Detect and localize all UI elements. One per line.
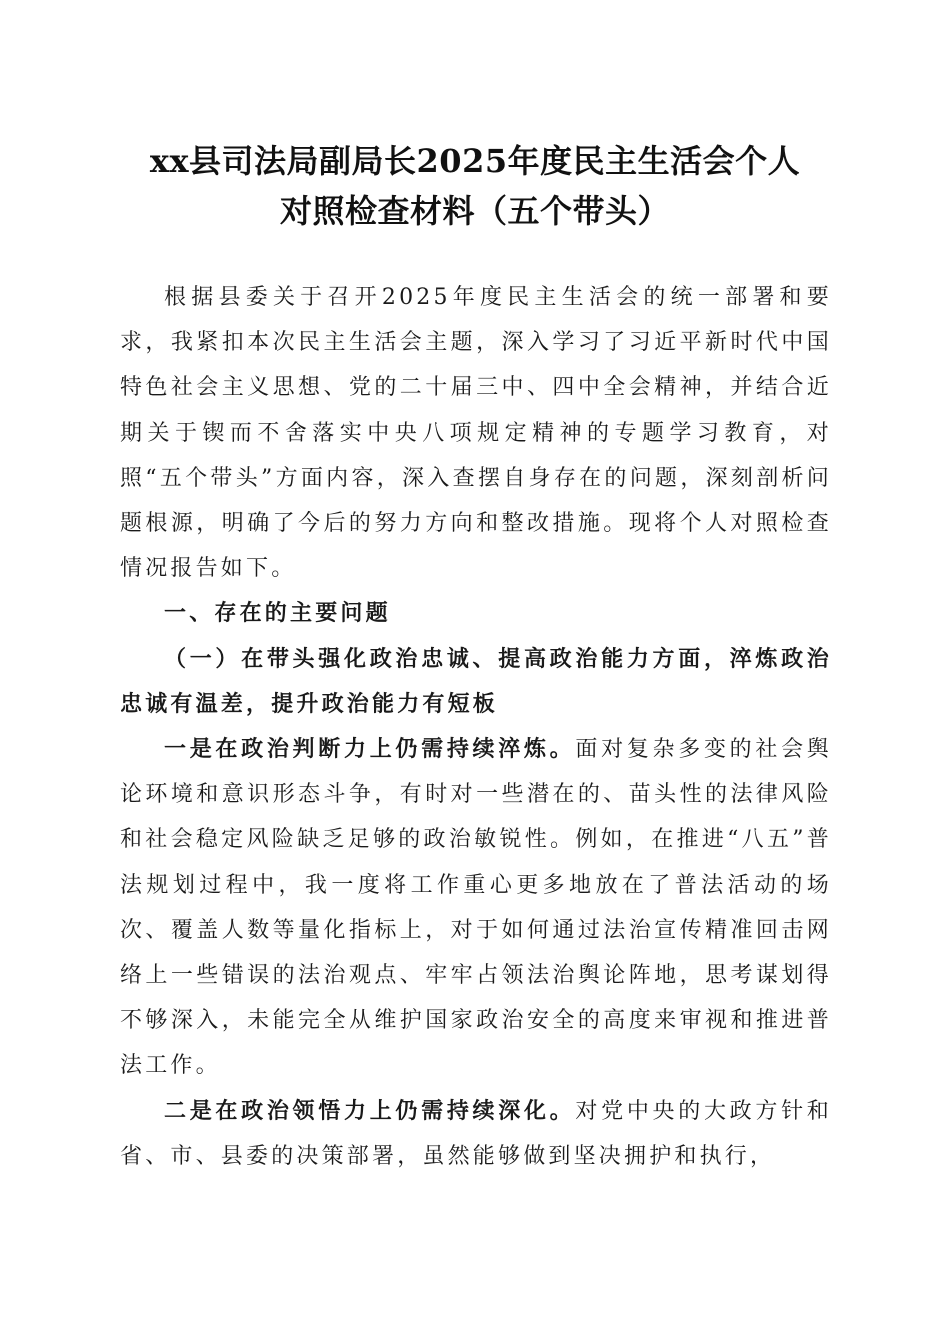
problem-paragraph-1 bbox=[120, 727, 832, 1089]
problem-1-lead: 一是在政治判断力上仍需持续淬炼。 bbox=[164, 736, 576, 763]
document-title bbox=[100, 136, 850, 236]
intro-paragraph: 根据县委关于召开2025年度民主生活会的统一部署和要求，我紧扣本次民主生活会主题，深入学习了习近平新时代中国特色社会主义思想、党的二十届三中、四中全会精神，并结合近期关于锲而不舍落实中央八项规定精神的专题学习教育，对照“五个带头”方面内容，深入查摆自身存在的问题，深刻剖析问题根源，明确了今后的努力方向和整改措施。现将个人对照检查情况报告如下。 bbox=[120, 285, 832, 582]
title-line-1: xx县司法局副局长2025年度民主生活会个人 bbox=[149, 142, 801, 180]
problem-2-lead: 二是在政治领悟力上仍需持续深化。 bbox=[164, 1097, 576, 1124]
section-heading: 一、存在的主要问题 bbox=[164, 601, 391, 627]
problem-2-text: 对党中央的大政方针和省、市、县委的决策部署，虽然能够做到坚决拥护和执行， bbox=[120, 1098, 832, 1169]
document-body bbox=[120, 275, 832, 1179]
problem-paragraph-2 bbox=[120, 1089, 832, 1179]
problem-1-text: 面对复杂多变的社会舆论环境和意识形态斗争，有时对一些潜在的、苗头性的法律风险和社会稳定风险缺乏足够的政治敏锐性。例如，在推进“八五”普法规划过程中，我一度将工作重心更多地放在了普法活动的场次、覆盖人数等量化指标上，对于如何通过法治宣传精准回击网络上一些错误的法治观点、牢牢占领法治舆论阵地，思考谋划得不够深入，未能完全从维护国家政治安全的高度来审视和推进普法工作。 bbox=[120, 737, 832, 1079]
title-line-2: 对照检查材料（五个带头） bbox=[279, 192, 670, 230]
subsection-heading: （一）在带头强化政治忠诚、提高政治能力方面，淬炼政治忠诚有温差，提升政治能力有短板 bbox=[120, 645, 832, 717]
